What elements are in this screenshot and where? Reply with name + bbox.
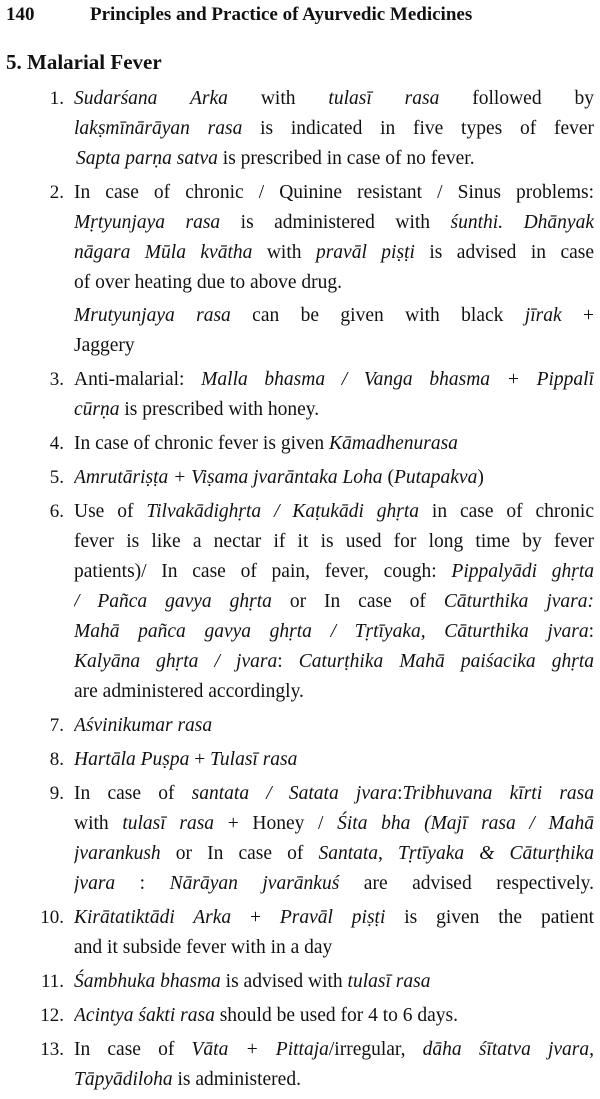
text-run: is advised with: [220, 971, 348, 992]
text-run: is advised in case: [414, 242, 594, 263]
list-item-number: 5.: [49, 467, 64, 488]
text-run: is prescribed in case of no fever.: [217, 148, 475, 169]
list-item-text: [74, 745, 594, 775]
list-item-number: 12.: [40, 1005, 64, 1026]
text-line: [74, 967, 594, 997]
italic-term: jvarankush: [74, 843, 161, 864]
text-run: is administered.: [172, 1069, 301, 1090]
italic-term: Tilvakādighṛta / Kaṭukādi ghṛta: [146, 501, 420, 522]
list-item: [0, 365, 600, 425]
text-run: of over heating due to above drug.: [74, 272, 343, 293]
italic-term: Tāpyādiloha: [74, 1069, 173, 1090]
list-item-number: 1.: [49, 88, 64, 109]
list-item: [0, 711, 600, 741]
text-run: are administered accordingly.: [74, 681, 304, 702]
italic-term: Sudarśana Arka: [74, 88, 228, 109]
text-line: [74, 903, 594, 933]
text-line: [74, 84, 594, 114]
italic-term: Aśvinikumar rasa: [74, 715, 213, 736]
text-line: [74, 144, 594, 174]
italic-term: Cāturthika jvara:: [443, 591, 594, 612]
text-line: [74, 114, 594, 144]
italic-term: Acintya śakti rasa: [74, 1005, 215, 1026]
text-run: Jaggery: [74, 335, 135, 356]
list-item: [0, 463, 600, 493]
italic-term: jvara: [74, 873, 116, 894]
text-run: patients)/ In case of pain, fever, cough:: [74, 561, 452, 582]
text-line: [74, 208, 594, 238]
list-item-text: [74, 903, 594, 963]
text-line: [74, 809, 594, 839]
italic-term: dāha śītatva jvara,: [422, 1039, 594, 1060]
running-header: [6, 3, 596, 27]
text-run: or In case of: [160, 843, 319, 864]
text-run: or In case of: [271, 591, 444, 612]
text-line: [74, 839, 594, 869]
list-item: [0, 1001, 600, 1031]
list-item: [0, 178, 600, 361]
text-run: In case of chronic fever is given: [74, 433, 330, 454]
text-run: is prescribed with honey.: [119, 399, 320, 420]
text-line: [74, 301, 594, 331]
text-run: +: [561, 305, 594, 326]
italic-term: Putapakva: [393, 467, 478, 488]
list-item: [0, 497, 600, 707]
list-item-number: 6.: [49, 501, 64, 522]
italic-term: Mrutyunjaya rasa: [74, 305, 231, 326]
list-item-number: 2.: [49, 182, 64, 203]
list-item-number: 3.: [49, 369, 64, 390]
italic-term: Tulasī rasa: [210, 749, 298, 770]
page-number: 140: [6, 4, 35, 25]
text-run: +: [231, 907, 280, 928]
text-line: [74, 711, 594, 741]
text-line: [74, 587, 594, 617]
text-run: and it subside fever with in a day: [74, 937, 333, 958]
text-line: [74, 647, 594, 677]
text-run: + Honey /: [214, 813, 338, 834]
text-run: is administered with: [220, 212, 451, 233]
text-run: In case of: [74, 1039, 192, 1060]
list-item-text: [74, 84, 594, 174]
list-item-number: 8.: [49, 749, 64, 770]
text-run: ): [477, 467, 484, 488]
italic-term: Mṛtyunjaya rasa: [74, 212, 221, 233]
text-run: :: [397, 783, 403, 804]
text-run: :: [588, 621, 594, 642]
text-line: [74, 1035, 594, 1065]
italic-term: Caturṭhika Mahā paiśacika ghṛta: [298, 651, 594, 672]
list-item: [0, 1035, 600, 1095]
italic-term: Kirātatiktādi Arka: [74, 907, 232, 928]
italic-term: Sapta parṇa satva: [76, 148, 218, 169]
list-item-number: 9.: [49, 783, 64, 804]
text-line: [74, 268, 594, 298]
italic-term: Śambhuka bhasma: [74, 971, 221, 992]
list-item: [0, 903, 600, 963]
text-run: Anti-malarial:: [74, 369, 202, 390]
list-item: [0, 745, 600, 775]
text-run: :: [115, 873, 170, 894]
list-item-number: 11.: [40, 971, 64, 992]
text-run: is indicated in five types of fever: [242, 118, 594, 139]
list-item-text: [74, 1035, 594, 1095]
list-item-number: 4.: [49, 433, 64, 454]
list-item: [0, 967, 600, 997]
text-line: [74, 869, 594, 899]
section-heading: 5. Malarial Fever: [6, 50, 162, 74]
text-run: is given the patient: [385, 907, 594, 928]
text-line: [74, 429, 594, 459]
italic-term: Kalyāna ghṛta / jvara: [74, 651, 278, 672]
text-run: can be given with black: [230, 305, 525, 326]
text-line: [74, 677, 594, 707]
text-run: /irregular,: [328, 1039, 423, 1060]
italic-term: / Pañca gavya ghṛta: [74, 591, 272, 612]
text-run: In case of: [74, 783, 192, 804]
list-item-text: [74, 178, 594, 361]
list-item-text: [74, 429, 594, 459]
list-item-number: 10.: [40, 907, 64, 928]
list-item-text: [74, 1001, 594, 1031]
text-line: [74, 527, 594, 557]
text-run: are advised respectively.: [339, 873, 594, 894]
text-run: with: [74, 813, 123, 834]
text-line: [74, 1065, 594, 1095]
italic-term: Malla bhasma / Vanga bhasma + Pippalī: [201, 369, 594, 390]
italic-term: Pravāl piṣṭi: [279, 907, 386, 928]
list-item: [0, 429, 600, 459]
text-run: :: [277, 651, 299, 672]
text-line: [74, 497, 594, 527]
italic-term: Santata, Tṛtīyaka & Cāturṭhika: [318, 843, 594, 864]
text-run: with: [252, 242, 316, 263]
italic-term: Nārāyan jvarānkuś: [169, 873, 340, 894]
running-title: Principles and Practice of Ayurvedic Medicines: [90, 4, 473, 25]
italic-term: lakṣmīnārāyan rasa: [74, 118, 243, 139]
italic-term: nāgara Mūla kvātha: [74, 242, 253, 263]
list-item-text: [74, 463, 594, 493]
italic-term: tulasī rasa: [328, 88, 440, 109]
list-item-number: 7.: [49, 715, 64, 736]
italic-term: śunthi. Dhānyak: [450, 212, 594, 233]
list-item-number: 13.: [40, 1039, 64, 1060]
text-run: (: [382, 467, 394, 488]
italic-term: santata / Satata jvara: [191, 783, 398, 804]
italic-term: Tribhuvana kīrti rasa: [402, 783, 594, 804]
italic-term: Hartāla Puṣpa: [74, 749, 190, 770]
italic-term: cūrṇa: [74, 399, 120, 420]
text-run: followed by: [439, 88, 594, 109]
numbered-list: [0, 84, 600, 1099]
text-run: should be used for 4 to 6 days.: [214, 1005, 459, 1026]
list-item: [0, 779, 600, 899]
list-item: [0, 84, 600, 174]
list-item-text: [74, 779, 594, 899]
text-run: fever is like a nectar if it is used for long time by fever: [74, 531, 594, 552]
list-item-text: [74, 711, 594, 741]
italic-term: Mahā pañca gavya ghṛta / Tṛtīyaka, Cāturthika jvara: [74, 621, 589, 642]
italic-term: tulasī rasa: [122, 813, 215, 834]
list-item-text: [74, 967, 594, 997]
text-run: with: [227, 88, 329, 109]
text-run: in case of chronic: [419, 501, 594, 522]
text-line: [74, 395, 594, 425]
text-line: [74, 1001, 594, 1031]
text-run: In case of chronic / Quinine resistant / Sinus problems:: [74, 182, 594, 203]
italic-term: pravāl piṣṭi: [315, 242, 415, 263]
text-line: [74, 779, 594, 809]
text-line: [74, 557, 594, 587]
text-run: +: [189, 749, 211, 770]
list-item-text: [74, 497, 594, 707]
list-item-text: [74, 365, 594, 425]
text-line: [74, 331, 594, 361]
italic-term: jīrak: [524, 305, 562, 326]
italic-term: Śita bha (Majī rasa / Mahā: [337, 813, 594, 834]
text-line: [74, 238, 594, 268]
text-run: Use of: [74, 501, 147, 522]
text-line: [74, 463, 594, 493]
text-line: [74, 178, 594, 208]
text-line: [74, 365, 594, 395]
italic-term: Pippalyādi ghṛta: [451, 561, 594, 582]
text-line: [74, 745, 594, 775]
italic-term: Amrutāriṣṭa + Viṣama jvarāntaka Loha: [74, 467, 383, 488]
text-line: [74, 933, 594, 963]
text-line: [74, 617, 594, 647]
italic-term: Vāta + Pittaja: [191, 1039, 329, 1060]
italic-term: tulasī rasa: [347, 971, 431, 992]
italic-term: Kāmadhenurasa: [329, 433, 458, 454]
